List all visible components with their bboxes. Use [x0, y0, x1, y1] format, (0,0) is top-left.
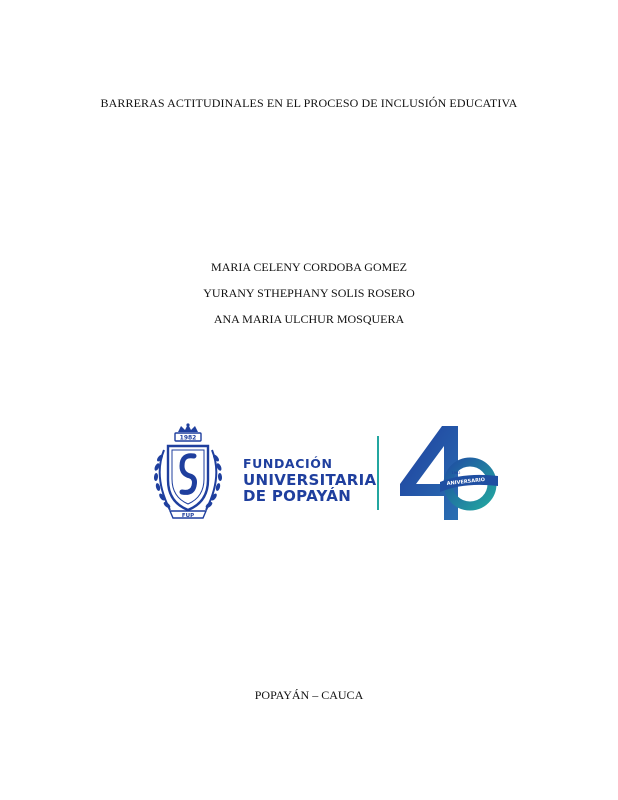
svg-text:1982: 1982 — [451, 471, 461, 475]
author-list — [0, 254, 618, 332]
institution-name — [243, 456, 376, 504]
author-name: MARIA CELENY CORDOBA GOMEZ — [211, 260, 407, 274]
institution-name-line: UNIVERSITARIA — [243, 471, 377, 489]
svg-text:ANIVERSARIO: ANIVERSARIO — [446, 477, 486, 488]
document-title: BARRERAS ACTITUDINALES EN EL PROCESO DE INCLUSIÓN EDUCATIVA — [100, 96, 518, 110]
institution-name-line: FUNDACIÓN — [243, 456, 333, 471]
author-name: YURANY STHEPHANY SOLIS ROSERO — [203, 286, 415, 300]
svg-text:FUP: FUP — [181, 513, 195, 519]
document-place: POPAYÁN – CAUCA — [254, 688, 364, 702]
institution-logo — [148, 420, 508, 524]
author-name: ANA MARIA ULCHUR MOSQUERA — [213, 312, 405, 326]
institution-name-line: DE POPAYÁN — [243, 487, 352, 505]
svg-text:1982: 1982 — [179, 434, 197, 442]
shield-crest-icon — [148, 422, 228, 522]
anniversary-40-icon — [398, 422, 502, 522]
logo-divider — [377, 436, 379, 510]
